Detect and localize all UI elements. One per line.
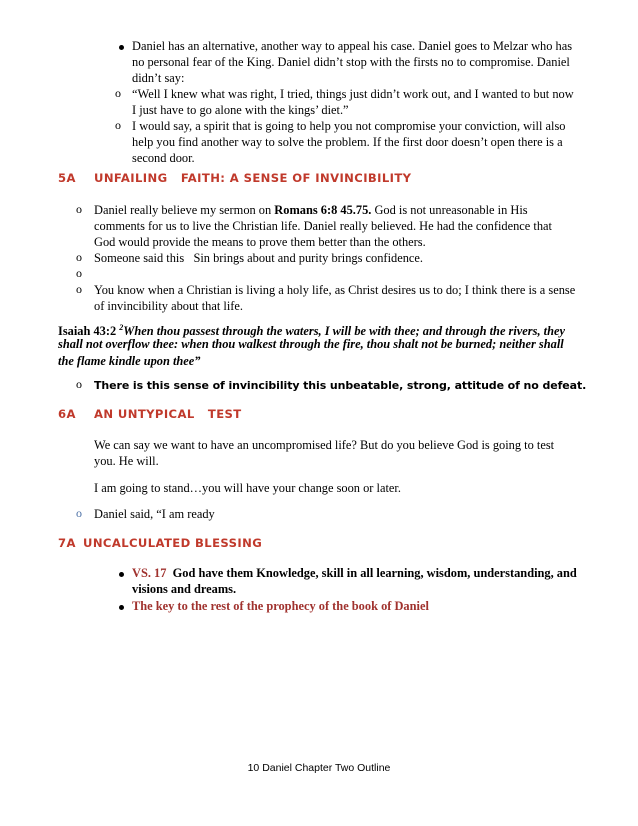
s5-bullet4-line-1: You know when a Christian is living a holy life, as Christ desires us to do; I think there is a sense [94, 283, 576, 297]
invincibility-statement: There is this sense of invincibility this unbeatable, strong, attitude of no defeat. [94, 379, 587, 392]
section-5a-title: UNFAILING FAITH: A SENSE OF INVINCIBILITY [94, 171, 412, 185]
hollow-bullet-icon: o [76, 377, 82, 391]
hollow-bullet-icon: o [115, 86, 121, 100]
hollow-bullet-icon: o [115, 118, 121, 132]
isaiah-reference: Isaiah 43:2 [58, 324, 117, 339]
s6-paragraph2: I am going to stand…you will have your change soon or later. [94, 481, 401, 495]
verse-17-reference: VS. 17 [132, 566, 167, 580]
s5-bullet4-line-2: of invincibility about that life. [94, 299, 244, 313]
s5-bullet1-post: God is not unreasonable in His [371, 203, 528, 217]
s5-bullet1-line-2: comments for us to live the Christian life. Daniel really believed. He had the confidence that [94, 219, 552, 233]
hollow-bullet-icon: o [76, 282, 82, 296]
s7-bullet1-line-2: visions and dreams. [132, 582, 237, 596]
s7-bullet1-line-1 [132, 566, 577, 581]
s6-paragraph1-line-2: you. He will. [94, 454, 159, 468]
isaiah-line-3: the flame kindle upon thee” [58, 354, 201, 368]
hollow-bullet-icon: o [76, 202, 82, 216]
s5-bullet1-line-3: God would provide the means to prove them better than the others. [94, 235, 426, 249]
s5-bullet2: Someone said this Sin brings about and purity brings confidence. [94, 251, 423, 265]
intro-sub2-line-1: I would say, a spirit that is going to help you not compromise your conviction, will also [132, 119, 566, 133]
intro-bullet-line-1: Daniel has an alternative, another way to appeal his case. Daniel goes to Melzar who has [132, 39, 573, 53]
s6-bullet1: Daniel said, “I am ready [94, 507, 215, 521]
isaiah-text-1: When thou passest through the waters, I will be with thee; and through the rivers, they [123, 324, 565, 339]
isaiah-line-2: shall not overflow thee: when thou walkest through the fire, thou shalt not be burned; neither shall [58, 337, 564, 351]
s5-bullet1-pre: Daniel really believe my sermon on [94, 203, 275, 217]
s6-paragraph1-line-1: We can say we want to have an uncompromised life? But do you believe God is going to test [94, 438, 555, 452]
section-7a-title: UNCALCULATED BLESSING [83, 536, 263, 550]
intro-sub2-line-2: help you find another way to solve the problem. If the first door doesn’t open there is a [132, 135, 563, 149]
intro-sub1-line-2: I just have to go alone with the kings’ diet.” [132, 103, 349, 117]
hollow-bullet-icon: o [76, 506, 82, 520]
intro-sub2-line-3: second door. [132, 151, 195, 165]
intro-bullet-line-3: didn’t say: [132, 71, 185, 85]
intro-sub1-line-1: “Well I knew what was right, I tried, things just didn’t work out, and I wanted to but now [132, 87, 574, 101]
section-6a-title: AN UNTYPICAL TEST [94, 407, 242, 421]
s7-bullet2: The key to the rest of the prophecy of the book of Daniel [132, 599, 429, 613]
hollow-bullet-icon: o [76, 250, 82, 264]
section-5a-number: 5A [58, 171, 76, 185]
bullet-dot-icon [119, 45, 124, 50]
section-6a-number: 6A [58, 407, 76, 421]
intro-bullet-line-2: no personal fear of the King. Daniel didn’t stop with the firsts no to compromise. Daniel [132, 55, 570, 69]
page-footer: 10 Daniel Chapter Two Outline [247, 762, 391, 774]
section-7a-number: 7A [58, 536, 76, 550]
s7-bullet1-text: God have them Knowledge, skill in all learning, wisdom, understanding, and [166, 566, 577, 580]
bullet-dot-icon [119, 605, 124, 610]
romans-reference: Romans 6:8 45.75. [274, 203, 372, 217]
verse-number: 2 [119, 323, 124, 332]
hollow-bullet-icon: o [76, 266, 82, 280]
bullet-dot-icon [119, 572, 124, 577]
s5-bullet1-line-1 [94, 203, 528, 218]
